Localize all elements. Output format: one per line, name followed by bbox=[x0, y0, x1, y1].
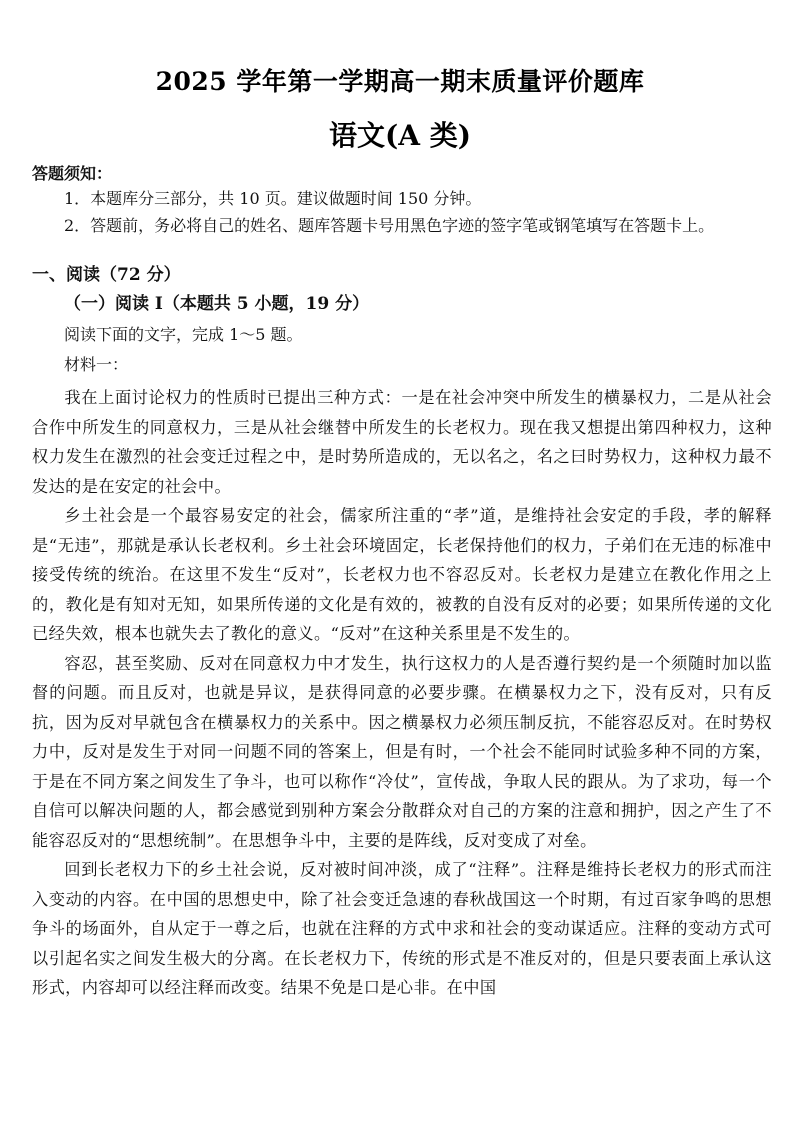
instruction-item-2: 2．答题前，务必将自己的姓名、题库答题卡号用黑色字迹的签字笔或钢笔填写在答题卡上。 bbox=[64, 216, 715, 235]
exam-subtitle: 语文(A 类) bbox=[329, 119, 471, 152]
passage bbox=[32, 383, 772, 1003]
material-label: 材料一： bbox=[64, 355, 129, 374]
passage-paragraph-2: 乡土社会是一个最容易安定的社会，儒家所注重的“孝”道，是维持社会安定的手段，孝的解释是“无违”，那就是承认长老权利。乡土社会环境固定，长老保持他们的权力，子弟们在无违的标准中接受传统的统治。在这里不发生“反对”，长老权力也不容忍反对。长老权力是建立在教化作用之上的，教化是有知对无知，如果所传递的文化是有效的，被教的自没有反对的必要；如果所传递的文化已经失效，根本也就失去了教化的意义。“反对”在这种关系里是不发生的。 bbox=[32, 506, 772, 643]
subsection-heading: （一）阅读 I（本题共 5 小题，19 分） bbox=[64, 294, 370, 314]
exam-title: 2025 学年第一学期高一期末质量评价题库 bbox=[155, 67, 645, 96]
passage-paragraph-4: 回到长老权力下的乡土社会说，反对被时间冲淡，成了“注释”。注释是维持长老权力的形式而注入变动的内容。在中国的思想史中，除了社会变迁急速的春秋战国这一个时期，有过百家争鸣的思想争斗的场面外，自从定于一尊之后，也就在注释的方式中求和社会的变动谋适应。注释的变动方式可以引起名实之间发生极大的分离。在长老权力下，传统的形式是不准反对的，但是只要表面上承认这形式，内容却可以经注释而改变。结果不免是口是心非。在中国 bbox=[32, 860, 772, 997]
passage-paragraph-1: 我在上面讨论权力的性质时已提出三种方式：一是在社会冲突中所发生的横暴权力，二是从社会合作中所发生的同意权力，三是从社会继替中所发生的长老权力。现在我又想提出第四种权力，这种权力发生在激烈的社会变迁过程之中，是时势所造成的，无以名之，名之曰时势权力，这种权力最不发达的是在安定的社会中。 bbox=[32, 388, 772, 496]
passage-paragraph-3: 容忍，甚至奖励、反对在同意权力中才发生，执行这权力的人是否遵行契约是一个须随时加以监督的问题。而且反对，也就是异议，是获得同意的必要步骤。在横暴权力之下，没有反对，只有反抗，因为反对早就包含在横暴权力的关系中。因之横暴权力必须压制反抗，不能容忍反对。在时势权力中，反对是发生于对同一问题不同的答案上，但是有时，一个社会不能同时试验多种不同的方案，于是在不同方案之间发生了争斗，也可以称作“冷仗”，宣传战，争取人民的跟从。为了求功，每一个自信可以解决问题的人，都会感觉到别种方案会分散群众对自己的方案的注意和拥护，因之产生了不能容忍反对的“思想统制”。在思想争斗中，主要的是阵线，反对变成了对垒。 bbox=[32, 653, 772, 850]
reading-instruction: 阅读下面的文字，完成 1～5 题。 bbox=[64, 325, 303, 344]
instructions-heading: 答题须知： bbox=[32, 164, 113, 183]
instruction-item-1: 1．本题库分三部分，共 10 页。建议做题时间 150 分钟。 bbox=[64, 189, 482, 208]
section-heading: 一、阅读（72 分） bbox=[32, 265, 181, 285]
